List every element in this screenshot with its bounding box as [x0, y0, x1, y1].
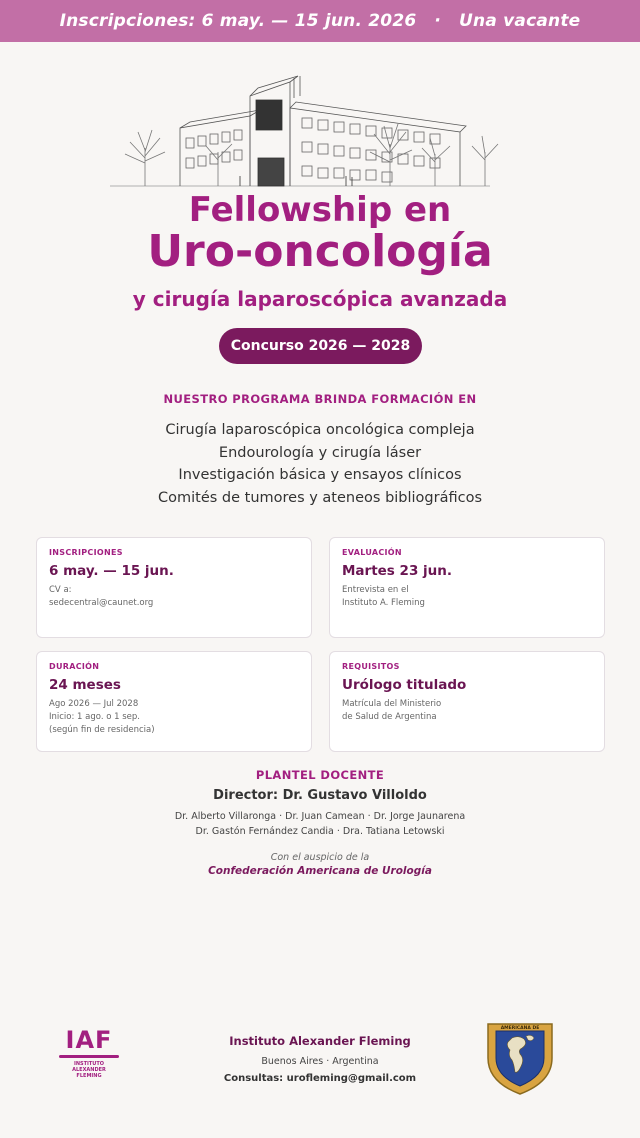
card-value: 24 meses	[49, 677, 121, 693]
auspice-intro: Con el auspicio de la	[270, 852, 370, 863]
card-requisitos	[329, 651, 605, 752]
banner-registration-dates: Inscripciones: 6 may. — 15 jun. 2026	[59, 11, 417, 31]
card-detail	[49, 698, 299, 737]
footer-institute-info	[180, 1034, 460, 1084]
card-detail-line: CV a:	[49, 585, 72, 595]
title-line-2: Uro-oncología	[147, 226, 493, 277]
card-label: REQUISITOS	[342, 662, 400, 671]
contact-email[interactable]: Consultas: urofleming@gmail.com	[223, 1073, 417, 1084]
institute-city: Buenos Aires · Argentina	[261, 1056, 379, 1067]
iaf-logo-name-1: INSTITUTO	[73, 1061, 105, 1067]
program-item: Cirugía laparoscópica oncológica compleja	[165, 422, 475, 438]
card-detail-line: Inicio: 1 ago. o 1 sep.	[49, 712, 140, 722]
faculty-heading: PLANTEL DOCENTE	[255, 768, 385, 782]
card-label: DURACIÓN	[49, 662, 100, 671]
title-line-1: Fellowship en	[188, 190, 452, 230]
americas-map-shield-icon	[484, 1018, 556, 1096]
card-evaluacion	[329, 537, 605, 638]
program-heading: NUESTRO PROGRAMA BRINDA FORMACIÓN EN	[163, 392, 477, 406]
card-detail	[49, 584, 299, 610]
card-label: EVALUACIÓN	[342, 548, 402, 557]
subtitle: y cirugía laparoscópica avanzada	[132, 287, 508, 311]
card-value: Martes 23 jun.	[342, 563, 453, 579]
program-item: Comités de tumores y ateneos bibliográficos	[157, 489, 483, 506]
iaf-logo	[52, 1026, 126, 1090]
card-detail-line: de Salud de Argentina	[342, 712, 437, 722]
director-name: Director: Dr. Gustavo Villoldo	[213, 788, 427, 803]
email-link[interactable]: sedecentral@caunet.org	[49, 598, 154, 608]
faculty-members-line: Dr. Gastón Fernández Candia · Dra. Tatiana Letowski	[195, 826, 445, 837]
institute-name: Instituto Alexander Fleming	[229, 1034, 411, 1048]
card-detail-line: Instituto A. Fleming	[342, 598, 425, 608]
registration-banner	[0, 0, 640, 42]
card-detail-line: (según fin de residencia)	[49, 725, 155, 735]
card-value: 6 may. — 15 jun.	[49, 563, 174, 579]
banner-separator: ·	[434, 11, 442, 31]
program-list	[0, 419, 640, 509]
card-detail-line: Matrícula del Ministerio	[342, 699, 442, 709]
card-detail	[342, 584, 592, 610]
contest-pill: Concurso 2026 — 2028	[219, 328, 422, 364]
faculty-members-line: Dr. Alberto Villaronga · Dr. Juan Camean · Dr. Jorge Jaunarena	[174, 811, 466, 822]
card-inscripciones	[36, 537, 312, 638]
card-detail	[342, 698, 592, 724]
auspice-org: Confederación Americana de Urología	[208, 865, 432, 877]
iaf-logo-name-3: FLEMING	[76, 1073, 102, 1079]
faculty-members	[0, 809, 640, 839]
institute-building-sketch-icon	[90, 68, 510, 192]
card-detail-line: Entrevista en el	[342, 585, 409, 595]
svg-text:AMERICANA DE: AMERICANA DE	[500, 1026, 540, 1031]
card-label: INSCRIPCIONES	[49, 548, 123, 557]
program-item: Endourología y cirugía láser	[218, 444, 422, 461]
iaf-logo-name-2: ALEXANDER	[72, 1067, 106, 1073]
card-value: Urólogo titulado	[342, 677, 467, 693]
program-item: Investigación básica y ensayos clínicos	[178, 467, 462, 483]
card-detail-line: Ago 2026 — Jul 2028	[49, 699, 139, 709]
iaf-logo-mark: IAF	[65, 1026, 113, 1054]
card-duracion	[36, 651, 312, 752]
banner-vacancy: Una vacante	[459, 11, 581, 31]
iaf-logo-swoosh	[59, 1055, 119, 1058]
